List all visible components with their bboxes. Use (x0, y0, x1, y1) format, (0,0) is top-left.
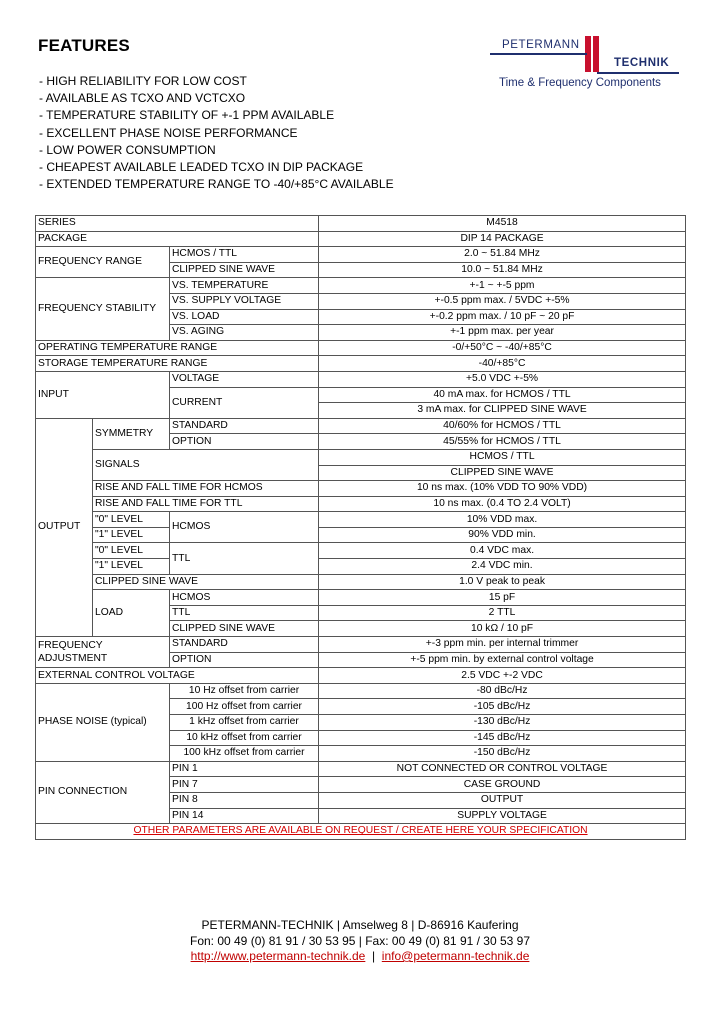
logo-tagline: Time & Frequency Components (499, 77, 661, 89)
spec-value: +-3 ppm min. per internal trimmer (319, 637, 686, 653)
spec-sublabel: SIGNALS (93, 449, 319, 480)
spec-value: -40/+85°C (319, 356, 686, 372)
spec-sublabel: HCMOS (170, 590, 319, 606)
spec-sublabel: LOAD (93, 590, 170, 637)
table-row (36, 824, 686, 840)
table-row (36, 683, 686, 699)
spec-sublabel: 10 Hz offset from carrier (170, 683, 319, 699)
table-row (36, 761, 686, 777)
spec-value: -130 dBc/Hz (319, 715, 686, 731)
spec-sublabel: OPTION (170, 434, 319, 450)
spec-sublabel: 1 kHz offset from carrier (170, 715, 319, 731)
spec-value: 3 mA max. for CLIPPED SINE WAVE (319, 403, 686, 419)
spec-value: DIP 14 PACKAGE (319, 231, 686, 247)
table-row (36, 481, 686, 497)
feature-item: - AVAILABLE AS TCXO AND VCTCXO (39, 91, 246, 106)
spec-sublabel: OPTION (170, 652, 319, 668)
table-row (36, 559, 686, 575)
spec-value: 10 ns max. (10% VDD TO 90% VDD) (319, 481, 686, 497)
spec-value: HCMOS / TTL (319, 449, 686, 465)
spec-value: 0.4 VDC max. (319, 543, 686, 559)
spec-sublabel: SYMMETRY (93, 418, 170, 449)
spec-sublabel: CLIPPED SINE WAVE (170, 262, 319, 278)
spec-value: -105 dBc/Hz (319, 699, 686, 715)
spec-label: PACKAGE (36, 231, 319, 247)
spec-label: INPUT (36, 371, 170, 418)
spec-value: +-5 ppm min. by external control voltage (319, 652, 686, 668)
spec-sublabel: PIN 14 (170, 808, 319, 824)
spec-sublabel: STANDARD (170, 418, 319, 434)
feature-item: - EXTENDED TEMPERATURE RANGE TO -40/+85°C AVAILABLE (39, 177, 394, 192)
spec-sublabel: VS. AGING (170, 325, 319, 341)
spec-value: 10.0 ~ 51.84 MHz (319, 262, 686, 278)
table-row (36, 231, 686, 247)
feature-item: - TEMPERATURE STABILITY OF +-1 PPM AVAILABLE (39, 108, 335, 123)
spec-sublabel: RISE AND FALL TIME FOR HCMOS (93, 481, 319, 497)
spec-label (36, 637, 170, 668)
spec-sublabel: "0" LEVEL (93, 543, 170, 559)
footer-separator: | (365, 949, 382, 963)
table-row (36, 216, 686, 232)
spec-table (35, 215, 686, 840)
spec-value: 2.5 VDC +-2 VDC (319, 668, 686, 684)
company-logo (490, 36, 686, 92)
spec-sublabel: PIN 7 (170, 777, 319, 793)
freq-adj-label-line2: ADJUSTMENT (38, 653, 108, 665)
spec-value: +-1 ~ +-5 ppm (319, 278, 686, 294)
spec-value: +-0.5 ppm max. / 5VDC +-5% (319, 293, 686, 309)
email-link[interactable]: info@petermann-technik.de (381, 949, 530, 963)
table-row (36, 637, 686, 653)
spec-sublabel: 100 kHz offset from carrier (170, 746, 319, 762)
spec-sublabel: PIN 8 (170, 792, 319, 808)
spec-sublabel: CLIPPED SINE WAVE (93, 574, 319, 590)
table-row (36, 496, 686, 512)
spec-sublabel: HCMOS (170, 512, 319, 543)
spec-value: OUTPUT (319, 792, 686, 808)
table-row (36, 340, 686, 356)
spec-value: NOT CONNECTED OR CONTROL VOLTAGE (319, 761, 686, 777)
spec-sublabel: RISE AND FALL TIME FOR TTL (93, 496, 319, 512)
table-row (36, 247, 686, 263)
spec-value: CASE GROUND (319, 777, 686, 793)
spec-value: 90% VDD min. (319, 527, 686, 543)
logo-rule-bottom (597, 72, 679, 74)
spec-sublabel: VS. SUPPLY VOLTAGE (170, 293, 319, 309)
spec-label: FREQUENCY STABILITY (36, 278, 170, 340)
spec-value: 45/55% for HCMOS / TTL (319, 434, 686, 450)
spec-value: 2.4 VDC min. (319, 559, 686, 575)
page-title: FEATURES (38, 36, 130, 55)
spec-value: 10 kΩ / 10 pF (319, 621, 686, 637)
spec-value: 15 pF (319, 590, 686, 606)
spec-value: 10% VDD max. (319, 512, 686, 528)
table-row (36, 512, 686, 528)
spec-label: OUTPUT (36, 418, 93, 636)
spec-sublabel: VS. LOAD (170, 309, 319, 325)
spec-value: 40/60% for HCMOS / TTL (319, 418, 686, 434)
spec-value: +5.0 VDC +-5% (319, 371, 686, 387)
spec-sublabel: CURRENT (170, 387, 319, 418)
spec-value: SUPPLY VOLTAGE (319, 808, 686, 824)
spec-sublabel: CLIPPED SINE WAVE (170, 621, 319, 637)
footer-links (0, 949, 720, 963)
spec-label: PHASE NOISE (typical) (36, 683, 170, 761)
table-row (36, 527, 686, 543)
spec-value: CLIPPED SINE WAVE (319, 465, 686, 481)
spec-value: -150 dBc/Hz (319, 746, 686, 762)
website-link[interactable]: http://www.petermann-technik.de (190, 949, 366, 963)
request-specification-link[interactable]: OTHER PARAMETERS ARE AVAILABLE ON REQUEST / CREATE HERE YOUR SPECIFICATION (36, 824, 686, 840)
logo-rule-top (490, 53, 587, 55)
spec-value: 2.0 ~ 51.84 MHz (319, 247, 686, 263)
spec-value: 10 ns max. (0.4 TO 2.4 VOLT) (319, 496, 686, 512)
spec-sublabel: VOLTAGE (170, 371, 319, 387)
table-row (36, 418, 686, 434)
feature-item: - HIGH RELIABILITY FOR LOW COST (39, 74, 247, 88)
spec-value: 40 mA max. for HCMOS / TTL (319, 387, 686, 403)
table-row (36, 449, 686, 465)
footer-phone: Fon: 00 49 (0) 81 91 / 30 53 95 | Fax: 00 49 (0) 81 91 / 30 53 97 (189, 934, 530, 948)
spec-sublabel: TTL (170, 605, 319, 621)
spec-value: -80 dBc/Hz (319, 683, 686, 699)
spec-sublabel: 10 kHz offset from carrier (170, 730, 319, 746)
spec-value: -0/+50°C ~ -40/+85°C (319, 340, 686, 356)
feature-item: - LOW POWER CONSUMPTION (39, 142, 216, 157)
spec-value: 1.0 V peak to peak (319, 574, 686, 590)
spec-value: 2 TTL (319, 605, 686, 621)
spec-label: PIN CONNECTION (36, 761, 170, 823)
table-row (36, 356, 686, 372)
logo-name-petermann: PETERMANN (502, 39, 580, 51)
feature-list (39, 73, 394, 193)
spec-sublabel: HCMOS / TTL (170, 247, 319, 263)
table-row (36, 590, 686, 606)
table-row (36, 574, 686, 590)
table-row (36, 278, 686, 294)
spec-sublabel: TTL (170, 543, 319, 574)
table-row (36, 668, 686, 684)
feature-item: - CHEAPEST AVAILABLE LEADED TCXO IN DIP PACKAGE (39, 159, 364, 174)
footer-address: PETERMANN-TECHNIK | Amselweg 8 | D-86916 Kaufering (201, 918, 519, 932)
spec-sublabel: PIN 1 (170, 761, 319, 777)
spec-value: M4518 (319, 216, 686, 232)
table-row (36, 371, 686, 387)
spec-label: FREQUENCY RANGE (36, 247, 170, 278)
spec-label: OPERATING TEMPERATURE RANGE (36, 340, 319, 356)
table-row (36, 543, 686, 559)
spec-sublabel: 100 Hz offset from carrier (170, 699, 319, 715)
spec-sublabel: VS. TEMPERATURE (170, 278, 319, 294)
spec-sublabel: "0" LEVEL (93, 512, 170, 528)
spec-value: +-1 ppm max. per year (319, 325, 686, 341)
spec-value: +-0.2 ppm max. / 10 pF ~ 20 pF (319, 309, 686, 325)
logo-name-technik: TECHNIK (614, 57, 670, 69)
spec-label: SERIES (36, 216, 319, 232)
spec-sublabel: STANDARD (170, 637, 319, 653)
spec-label: STORAGE TEMPERATURE RANGE (36, 356, 319, 372)
freq-adj-label-line1: FREQUENCY (38, 640, 103, 652)
spec-sublabel: "1" LEVEL (93, 527, 170, 543)
logo-bar-right (593, 36, 599, 72)
spec-label: EXTERNAL CONTROL VOLTAGE (36, 668, 319, 684)
feature-item: - EXCELLENT PHASE NOISE PERFORMANCE (39, 125, 298, 140)
spec-sublabel: "1" LEVEL (93, 559, 170, 575)
spec-value: -145 dBc/Hz (319, 730, 686, 746)
